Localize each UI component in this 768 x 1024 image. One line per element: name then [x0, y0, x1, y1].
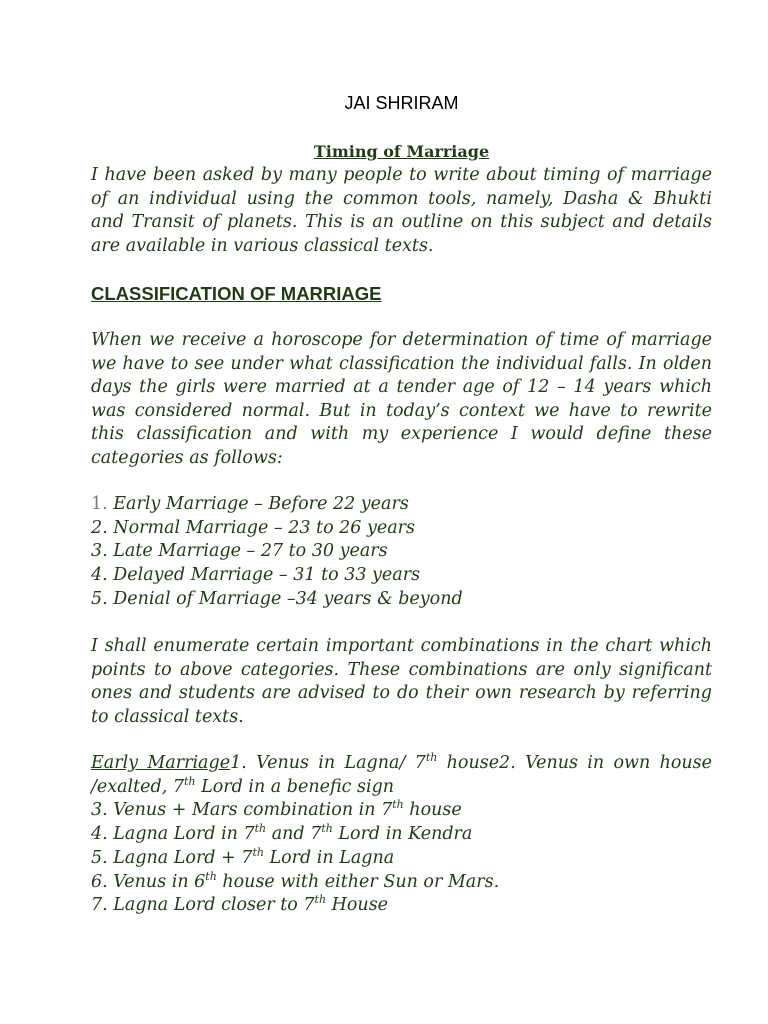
item-text: Lord in Kendra: [332, 824, 473, 845]
categories-list: [91, 493, 712, 612]
superscript: th: [254, 822, 267, 836]
list-number: 3.: [91, 541, 108, 562]
page-header: JAI SHRIRAM: [344, 93, 459, 113]
superscript: th: [314, 893, 327, 907]
item-text: house2. Venus in own house: [437, 753, 713, 773]
combination-line: I shall enumerate certain important combinations in the chart which: [91, 636, 712, 656]
list-item: [91, 564, 712, 588]
list-text: Denial of Marriage –34 years & beyond: [107, 588, 463, 609]
list-number: 4.: [91, 565, 108, 586]
combination-line: points to above categories. These combinations are only significant: [91, 659, 712, 680]
early-marriage-item: [91, 799, 712, 823]
intro-line: I have been asked by many people to write about timing of marriage: [91, 165, 712, 185]
early-marriage-line: [91, 752, 712, 776]
item-text: 7. Lagna Lord closer to 7: [91, 895, 315, 916]
item-text: 1. Venus in Lagna/ 7: [230, 753, 426, 773]
list-text: Late Marriage – 27 to 30 years: [107, 541, 388, 562]
classification-paragraph: [91, 329, 712, 470]
early-marriage-section: [91, 752, 712, 918]
early-marriage-item: [91, 847, 712, 871]
list-number: 1.: [91, 494, 108, 514]
early-marriage-item: [91, 894, 712, 918]
list-text: Delayed Marriage – 31 to 33 years: [107, 565, 421, 586]
list-item: [91, 588, 712, 612]
list-item: [91, 540, 712, 564]
item-text: 4. Lagna Lord in 7: [91, 824, 255, 845]
early-marriage-item: [91, 871, 712, 895]
combination-line: ones and students are advised to do their own research by referring: [91, 683, 712, 703]
classification-line: this classification and with my experience I would define these: [91, 424, 712, 444]
classification-line: When we receive a horoscope for determination of time of marriage: [91, 330, 712, 350]
section-heading: CLASSIFICATION OF MARRIAGE: [91, 283, 382, 304]
intro-line: of an individual using the common tools, namely, Dasha & Bhukti: [91, 188, 712, 209]
superscript: th: [205, 869, 217, 883]
item-text: House: [326, 895, 389, 916]
classification-line: we have to see under what classification the individual falls. In olden: [91, 353, 712, 374]
classification-line: categories as follows:: [91, 447, 283, 468]
early-marriage-heading: Early Marriage: [91, 753, 231, 773]
item-text: house with either Sun or Mars.: [216, 871, 500, 892]
document-title: Timing of Marriage: [313, 142, 490, 161]
list-text: Normal Marriage – 23 to 26 years: [107, 517, 416, 538]
classification-line: days the girls were married at a tender age of 12 – 14 years which: [91, 377, 712, 397]
early-marriage-item: [91, 823, 712, 847]
item-text: and 7: [266, 824, 322, 845]
combinations-paragraph: [91, 635, 712, 729]
superscript: th: [392, 798, 404, 812]
combination-line: to classical texts.: [91, 706, 244, 727]
item-text: /exalted, 7: [91, 776, 185, 797]
intro-paragraph: [91, 164, 712, 258]
item-text: 5. Lagna Lord + 7: [91, 847, 253, 868]
intro-line: are available in various classical texts.: [91, 235, 434, 256]
item-text: house: [403, 800, 462, 821]
list-item: [91, 517, 712, 541]
intro-line: and Transit of planets. This is an outline on this subject and details: [91, 212, 712, 232]
superscript: th: [184, 774, 196, 788]
item-text: 6. Venus in 6: [91, 871, 206, 892]
item-text: Lord in Lagna: [263, 847, 395, 868]
superscript: th: [252, 845, 264, 859]
list-number: 5.: [91, 588, 108, 609]
item-text: Lord in a benefic sign: [195, 776, 395, 797]
classification-line: was considered normal. But in today’s context we have to rewrite: [91, 400, 712, 421]
item-text: 3. Venus + Mars combination in 7: [91, 800, 393, 821]
superscript: th: [321, 822, 333, 836]
list-number: 2.: [91, 517, 108, 538]
superscript: th: [425, 751, 438, 765]
early-marriage-line: [91, 776, 712, 800]
list-text: Early Marriage – Before 22 years: [107, 494, 409, 514]
list-item: [91, 493, 712, 517]
